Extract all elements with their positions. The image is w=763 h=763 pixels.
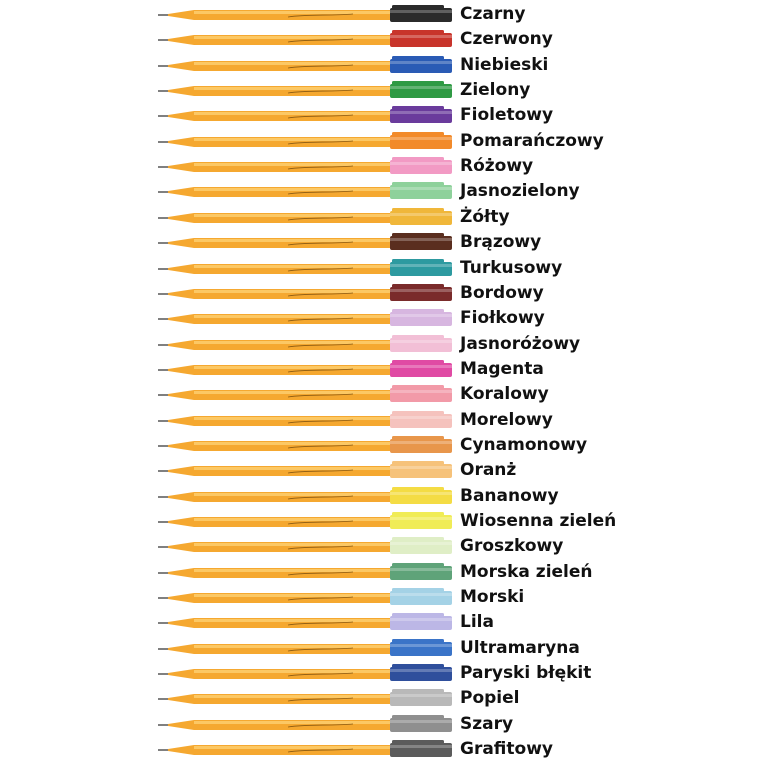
pen-cap-highlight (390, 593, 452, 596)
pen-row (158, 535, 758, 559)
pen-cone (168, 187, 194, 197)
pen-cap-highlight (390, 720, 452, 723)
pen-row (158, 79, 758, 103)
pen-color-label: Cynamonowy (460, 434, 588, 455)
pen-color-label: Morelowy (460, 409, 553, 430)
pen-drawing (158, 106, 458, 126)
pen-row (158, 383, 758, 407)
pen-cone (168, 745, 194, 755)
pen-color-label: Paryski błękit (460, 663, 592, 684)
pen-color-label: Oranż (460, 460, 517, 481)
pen-cone (168, 289, 194, 299)
pen-cap-highlight (390, 238, 452, 241)
pen-cap-highlight (390, 10, 452, 13)
pen-drawing (158, 588, 458, 608)
pen-drawing (158, 132, 458, 152)
pen-row (158, 459, 758, 483)
pen-barrel-highlight (194, 188, 390, 191)
pen-cap-highlight (390, 517, 452, 520)
pen-cone (168, 340, 194, 350)
pen-drawing (158, 639, 458, 659)
pen-row (158, 485, 758, 509)
pen-cap-highlight (390, 669, 452, 672)
pen-cone (168, 492, 194, 502)
pen-drawing (158, 664, 458, 684)
pen-color-label: Wiosenna zieleń (460, 511, 617, 531)
pen-color-label: Jasnoróżowy (460, 333, 581, 354)
pen-cap-highlight (390, 289, 452, 292)
pen-row (158, 409, 758, 433)
pen-drawing (158, 360, 458, 380)
pen-cone (168, 35, 194, 45)
pen-cap-highlight (390, 390, 452, 393)
pen-cap-highlight (390, 187, 452, 190)
pen-barrel-highlight (194, 645, 390, 648)
pen-cone (168, 238, 194, 248)
pen-color-label: Magenta (460, 358, 544, 379)
pen-barrel-highlight (194, 112, 390, 115)
pen-drawing (158, 689, 458, 709)
pen-drawing (158, 309, 458, 329)
pen-barrel-highlight (194, 315, 390, 318)
pen-barrel-highlight (194, 239, 390, 242)
pen-cone (168, 137, 194, 147)
pen-cone (168, 162, 194, 172)
pen-barrel-highlight (194, 518, 390, 521)
pen-drawing (158, 537, 458, 557)
pen-row (158, 738, 758, 762)
pen-drawing (158, 715, 458, 735)
pen-row (158, 231, 758, 255)
pen-cone (168, 390, 194, 400)
pen-barrel-highlight (194, 138, 390, 141)
pen-cone (168, 568, 194, 578)
pen-barrel-highlight (194, 36, 390, 39)
pen-color-label: Żółty (460, 206, 510, 227)
pen-barrel-highlight (194, 391, 390, 394)
pen-color-label: Czarny (460, 4, 526, 24)
pen-cap-highlight (390, 416, 452, 419)
pen-cone (168, 86, 194, 96)
pen-row (158, 561, 758, 585)
pen-cap-highlight (390, 492, 452, 495)
pen-barrel-highlight (194, 341, 390, 344)
pen-drawing (158, 259, 458, 279)
pen-cone (168, 593, 194, 603)
pen-drawing (158, 182, 458, 202)
pen-row (158, 180, 758, 204)
pen-cap-highlight (390, 86, 452, 89)
pen-color-label: Popiel (460, 688, 520, 709)
pen-color-label: Szary (460, 713, 514, 734)
pen-barrel-highlight (194, 214, 390, 217)
pen-cone (168, 542, 194, 552)
pen-barrel-highlight (194, 721, 390, 724)
pen-drawing (158, 208, 458, 228)
pen-row (158, 28, 758, 52)
pen-row (158, 206, 758, 230)
pen-barrel-highlight (194, 11, 390, 14)
pen-row (158, 130, 758, 154)
pen-cone (168, 365, 194, 375)
pen-color-label: Brązowy (460, 232, 542, 253)
pen-row (158, 282, 758, 306)
pen-color-label: Ultramaryna (460, 637, 580, 658)
pen-color-label: Morski (460, 587, 525, 608)
pen-color-label: Turkusowy (460, 257, 563, 278)
pen-cap-highlight (390, 314, 452, 317)
pen-cone (168, 466, 194, 476)
pen-drawing (158, 81, 458, 101)
pen-cap-highlight (390, 35, 452, 38)
pen-barrel-highlight (194, 695, 390, 698)
pen-color-label: Bananowy (460, 485, 559, 506)
pen-drawing (158, 5, 458, 25)
pen-barrel-highlight (194, 746, 390, 749)
pen-row (158, 307, 758, 331)
pen-drawing (158, 512, 458, 532)
pen-color-label: Jasnozielony (460, 181, 580, 202)
pen-color-label: Lila (460, 612, 494, 633)
pen-cone (168, 644, 194, 654)
pen-cone (168, 213, 194, 223)
pen-row (158, 358, 758, 382)
pen-cone (168, 441, 194, 451)
pen-row (158, 257, 758, 281)
pen-drawing (158, 613, 458, 633)
pen-cap-highlight (390, 61, 452, 64)
pen-row (158, 662, 758, 686)
pen-cap-highlight (390, 441, 452, 444)
pen-drawing (158, 461, 458, 481)
pen-row (158, 333, 758, 357)
pen-cap-highlight (390, 264, 452, 267)
pen-barrel-highlight (194, 619, 390, 622)
pen-drawing (158, 56, 458, 76)
pen-color-label: Grafitowy (460, 739, 554, 760)
pen-cap-highlight (390, 745, 452, 748)
pen-cap-highlight (390, 213, 452, 216)
pen-cap-highlight (390, 542, 452, 545)
pen-cap-highlight (390, 644, 452, 647)
pen-row (158, 611, 758, 635)
pen-row (158, 155, 758, 179)
pen-color-label: Zielony (460, 80, 531, 101)
pen-drawing (158, 740, 458, 760)
pen-cone (168, 694, 194, 704)
pen-color-label: Koralowy (460, 384, 549, 405)
pen-drawing (158, 284, 458, 304)
pen-row (158, 510, 758, 534)
pen-row (158, 104, 758, 128)
pen-color-label: Groszkowy (460, 536, 564, 557)
pen-color-label: Czerwony (460, 29, 553, 50)
pen-barrel-highlight (194, 493, 390, 496)
pen-color-label: Pomarańczowy (460, 130, 604, 151)
pen-cap-highlight (390, 162, 452, 165)
pen-color-label: Morska zieleń (460, 561, 593, 582)
pen-barrel-highlight (194, 265, 390, 268)
pen-drawing (158, 335, 458, 355)
pen-barrel-highlight (194, 62, 390, 65)
pen-cap-highlight (390, 618, 452, 621)
pen-barrel-highlight (194, 87, 390, 90)
pen-row (158, 637, 758, 661)
pen-row (158, 687, 758, 711)
pen-cone (168, 669, 194, 679)
pen-drawing (158, 487, 458, 507)
pen-barrel-highlight (194, 594, 390, 597)
pen-barrel-highlight (194, 543, 390, 546)
pen-drawing (158, 30, 458, 50)
pen-barrel-highlight (194, 569, 390, 572)
pen-drawing (158, 563, 458, 583)
pen-cap-highlight (390, 340, 452, 343)
pen-drawing (158, 385, 458, 405)
pen-drawing (158, 233, 458, 253)
pen-drawing (158, 157, 458, 177)
pen-row (158, 713, 758, 737)
pen-cone (168, 517, 194, 527)
pen-color-label: Niebieski (460, 54, 549, 75)
pen-cap-highlight (390, 694, 452, 697)
pen-barrel-highlight (194, 467, 390, 470)
pen-barrel-highlight (194, 442, 390, 445)
pen-cone (168, 720, 194, 730)
pen-cone (168, 61, 194, 71)
pen-color-label: Fiołkowy (460, 308, 545, 329)
pen-color-label: Bordowy (460, 282, 544, 303)
pen-color-label: Fioletowy (460, 105, 554, 126)
pen-barrel-highlight (194, 670, 390, 673)
pen-cone (168, 314, 194, 324)
pen-cap-highlight (390, 137, 452, 140)
pen-cone (168, 416, 194, 426)
pen-barrel-highlight (194, 366, 390, 369)
pen-barrel-highlight (194, 290, 390, 293)
pen-row (158, 54, 758, 78)
pen-drawing (158, 436, 458, 456)
pen-cap-highlight (390, 365, 452, 368)
pen-row (158, 434, 758, 458)
pen-cone (168, 264, 194, 274)
pen-cap-highlight (390, 466, 452, 469)
pen-cone (168, 618, 194, 628)
pen-cone (168, 111, 194, 121)
pen-color-label: Różowy (460, 156, 534, 177)
pen-barrel-highlight (194, 163, 390, 166)
pen-barrel-highlight (194, 417, 390, 420)
pen-drawing (158, 411, 458, 431)
pen-cap-highlight (390, 568, 452, 571)
pen-cone (168, 10, 194, 20)
pen-row (158, 586, 758, 610)
pen-cap-highlight (390, 111, 452, 114)
pen-row (158, 3, 758, 27)
